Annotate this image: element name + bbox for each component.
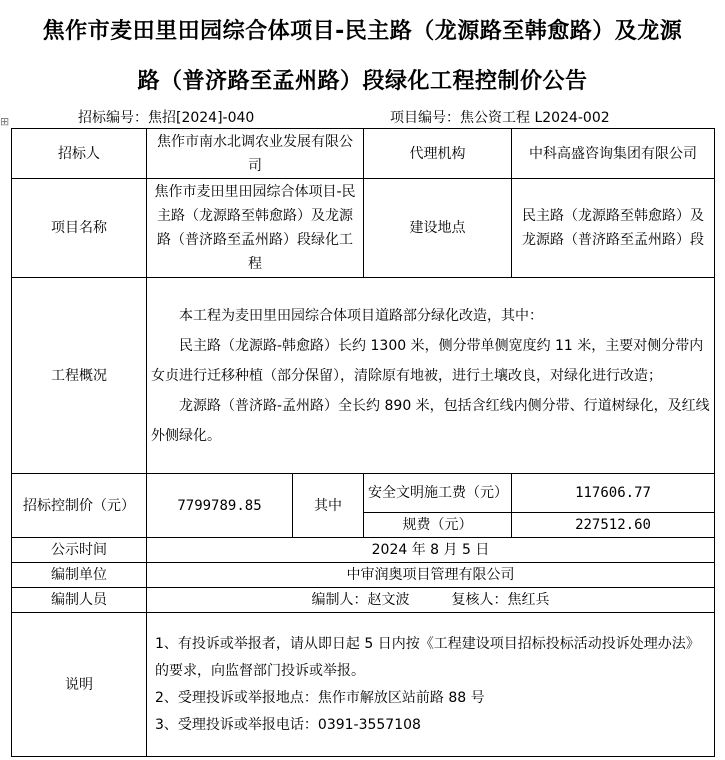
tenderer-value: 焦作市南水北调农业发展有限公司 (147, 129, 364, 179)
table-row (12, 588, 715, 613)
table-row (12, 129, 715, 179)
table-row (12, 538, 715, 563)
regulatory-fee-label: 规费（元） (364, 513, 512, 538)
agency-label: 代理机构 (364, 129, 512, 179)
table-row (12, 563, 715, 588)
overview-label: 工程概况 (12, 278, 147, 474)
note-item: 3、受理投诉或举报电话：0391-3557108 (155, 716, 421, 733)
bid-number: 招标编号：焦招[2024]-040 (78, 110, 255, 126)
note-item: 2、受理投诉或举报地点：焦作市解放区站前路 88 号 (155, 689, 485, 706)
compiler-unit-value: 中审润奥项目管理有限公司 (147, 563, 715, 588)
regulatory-fee-value: 227512.60 (512, 513, 715, 538)
staff-label: 编制人员 (12, 588, 147, 613)
safety-fee-value: 117606.77 (512, 474, 715, 513)
notes-content (147, 613, 715, 757)
notice-title-line-1: 焦作市麦田里田园综合体项目-民主路（龙源路至韩愈路）及龙源 (42, 19, 683, 44)
overview-paragraph: 龙源路（普济路-孟州路）全长约 890 米，包括含红线内侧分带、行道树绿化，及红线外侧绿化。 (151, 397, 710, 444)
site-value: 民主路（龙源路至韩愈路）及龙源路（普济路至孟州路）段 (512, 179, 715, 278)
project-number: 项目编号：焦公资工程 L2024-002 (390, 110, 610, 126)
notice-title-line-2: 路（普济路至孟州路）段绿化工程控制价公告 (137, 69, 588, 94)
notes-label: 说明 (12, 613, 147, 757)
price-value: 7799789.85 (147, 474, 293, 538)
note-item: 1、有投诉或举报者，请从即日起 5 日内按《工程建设项目招标投标活动投诉处理办法》的要求，向监督部门投诉或举报。 (155, 635, 700, 679)
overview-paragraph: 民主路（龙源路-韩愈路）长约 1300 米，侧分带单侧宽度约 11 米，主要对侧分带内女贞进行迁移种植（部分保留），清除原有地被，进行土壤改良，对绿化进行改造； (151, 337, 704, 384)
safety-fee-label: 安全文明施工费（元） (364, 474, 512, 513)
project-name-value: 焦作市麦田里田园综合体项目-民主路（龙源路至韩愈路）及龙源路（普济路至孟州路）段绿化工程 (147, 179, 364, 278)
publish-date-value: 2024 年 8 月 5 日 (147, 538, 715, 563)
agency-value: 中科高盛咨询集团有限公司 (512, 129, 715, 179)
table-row (12, 179, 715, 278)
table-row (12, 613, 715, 757)
table-row (12, 474, 715, 513)
compiler-unit-label: 编制单位 (12, 563, 147, 588)
tenderer-label: 招标人 (12, 129, 147, 179)
price-label: 招标控制价（元） (12, 474, 147, 538)
table-move-handle-icon[interactable]: ⊞ (0, 115, 10, 128)
project-name-label: 项目名称 (12, 179, 147, 278)
staff-value: 编制人：赵文波 复核人：焦红兵 (147, 588, 715, 613)
overview-paragraph: 本工程为麦田里田园综合体项目道路部分绿化改造，其中： (179, 307, 543, 324)
including-label: 其中 (293, 474, 364, 538)
table-row (12, 278, 715, 474)
notice-table (11, 128, 715, 757)
overview-content (147, 278, 715, 474)
publish-date-label: 公示时间 (12, 538, 147, 563)
site-label: 建设地点 (364, 179, 512, 278)
